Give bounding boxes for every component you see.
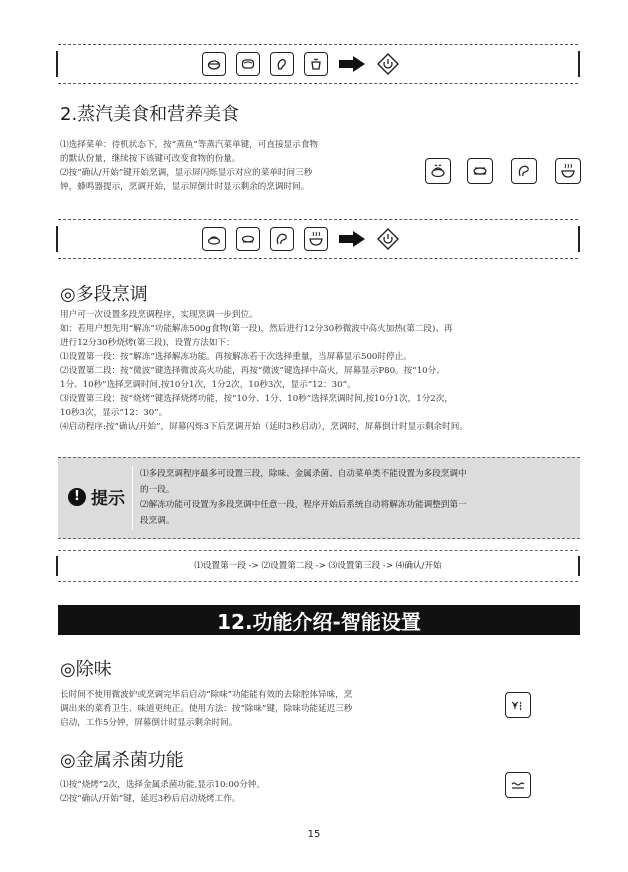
bread-icon xyxy=(236,52,260,76)
multi-section-title: ◎多段烹调 xyxy=(60,284,148,305)
start-key-icon xyxy=(376,52,400,76)
steam-fish-icon xyxy=(467,158,493,184)
metal-body: ⑴按“烧烤”2次，选择金属杀菌功能,显示10:00分钟。 ⑵按“确认/开始”键，延迟3秒后启动烧烤工作。 xyxy=(60,780,266,804)
deodor-section-title: ◎除味 xyxy=(60,659,112,680)
metal-section-title: ◎金属杀菌功能 xyxy=(60,750,184,771)
deodor-body: 长时间不使用微波炉或烹调完毕后启动“除味”功能能有效的去除腔体异味，烹 调出来的菜肴卫生、味道更纯正。使用方法：按“除味”键，除味功能延迟三秒 启动，工作5分钟，屏幕倒计时显示剩余时间。 xyxy=(60,690,353,728)
steam-shrimp-icon xyxy=(270,227,294,251)
steam-operation-panel xyxy=(58,219,578,259)
deodorize-icon xyxy=(505,692,531,718)
right-arrow-icon xyxy=(338,230,366,248)
bowl-icon xyxy=(202,52,226,76)
tip-box xyxy=(58,457,580,539)
start-key-icon xyxy=(376,227,400,251)
steps-flow xyxy=(58,550,578,582)
multi-body: 用户可一次设置多段烹调程序，实现烹调一步到位。 如：若用户想先用“解冻”功能解冻500g食物(第一段)，然后进行12分30秒微波中高火加热(第二段)、再 进行12分30秒烧烤(第三段)，设置方法如下： ⑴设置第一段：按“解冻”选择解冻功能。再按解冻若干次选择重量，当屏幕显示500时停止。 ⑵设置第二段：按“微波”键选择微波高火功能，再按“微波”键选择中高火，屏幕显示P80。按“10分、 1分、10秒”选择烹调时间,按10分1次，1分2次，10秒3次，显示“12：30”。 ⑶设置第三段：按“烧烤”键选择烧烤功能，按“10分、1分、10秒”选择烹调时间,按10分1次，1分2次， 10秒3次，显示“12：30”。 ⑷启动程序:按“确认/开始”，屏幕闪烁3下后烹调开始（延时3秒启动），烹调时，屏幕倒计时显示剩余时间。 xyxy=(60,310,468,432)
steam-shrimp-icon xyxy=(511,158,537,184)
tip-label: ! 提示 xyxy=(68,484,125,509)
steam-soup-icon xyxy=(304,227,328,251)
chicken-icon xyxy=(270,52,294,76)
exclamation-icon: ! xyxy=(68,488,86,506)
steam-section-title: 2.蒸汽美食和营养美食 xyxy=(60,104,240,125)
page-number: 15 xyxy=(307,829,321,840)
tip-divider xyxy=(132,466,133,530)
steam-dish-icon xyxy=(425,158,451,184)
steam-soup-icon xyxy=(555,158,581,184)
tip-text: ⑴多段烹调程序最多可设置三段，除味、金属杀菌、自动菜单类不能设置为多段烹调中 的一段。 ⑵解冻功能可设置为多段烹调中任意一段，程序开始后系统自动将解冻功能调整到第一 段烹调。 xyxy=(140,469,467,526)
steam-fish-icon xyxy=(236,227,260,251)
steam-dish-icon xyxy=(202,227,226,251)
grill-icon xyxy=(505,772,531,798)
top-operation-panel xyxy=(58,44,578,84)
steam-body: ⑴选择菜单：待机状态下，按“蒸鱼”等蒸汽菜单键，可直接显示食物 的默认份量，继续按下该键可改变食物的份量。 ⑵按“确认/开始”键开始烹调，显示屏闪烁显示对应的菜单时间三秒 钟，蜂鸣器提示，烹调开始，显示屏倒计时显示剩余的烹调时间。 xyxy=(60,140,319,192)
right-arrow-icon xyxy=(338,55,366,73)
cup-icon xyxy=(304,52,328,76)
chapter-banner: 12.功能介绍-智能设置 xyxy=(58,605,580,635)
steps-text: ⑴设置第一段 -> ⑵设置第二段 -> ⑶设置第三段 -> ⑷确认/开始 xyxy=(194,561,442,571)
